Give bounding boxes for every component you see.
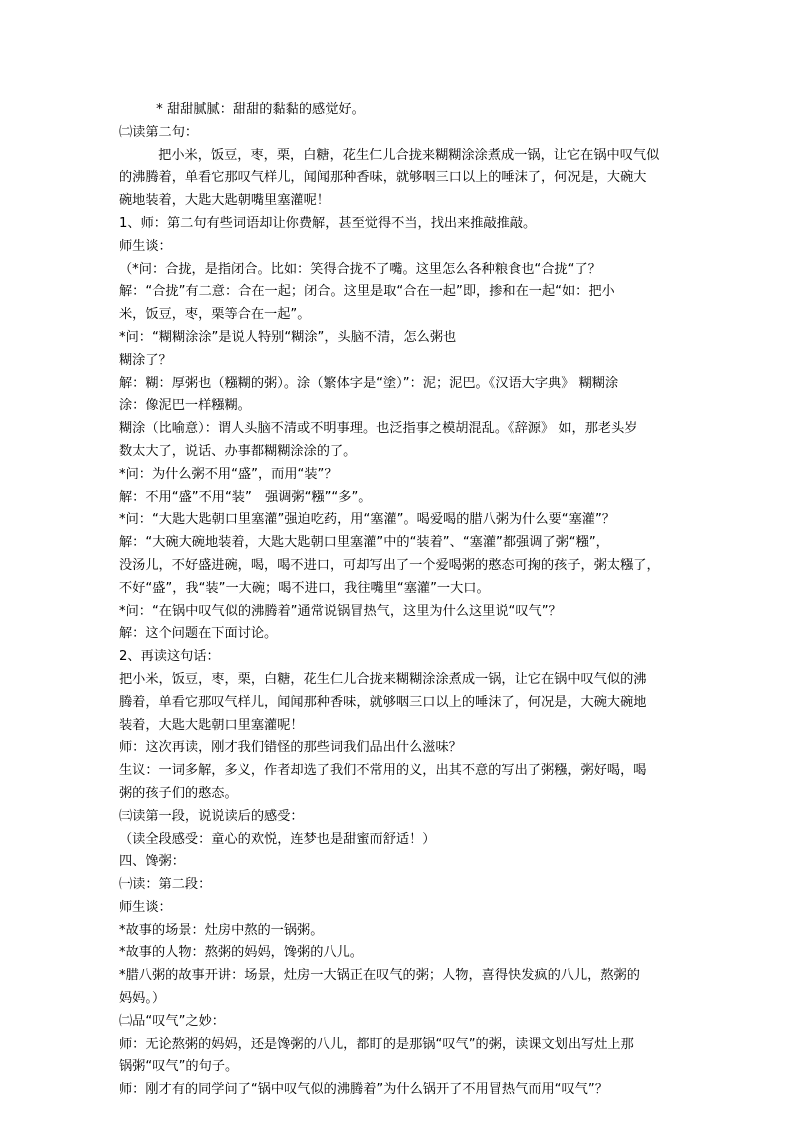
text-line: 米，饭豆，枣，栗等合在一起”。	[119, 307, 311, 323]
text-line: 解：糊：厚粥也（糨糊的粥）。涂（繁体字是“塗）”：泥；泥巴。《汉语大字典》 糊糊涂	[119, 375, 619, 391]
text-line: *故事的场景：灶房中熬的一锅粥。	[119, 922, 324, 938]
text-line: 2、再读这句话：	[119, 649, 220, 665]
text-line: * 甜甜腻腻：甜甜的黏黏的感觉好。	[143, 102, 365, 117]
text-line: 解：“合拢”有二意：合在一起；闭合。这里是取“合在一起”即，掺和在一起“如：把小	[119, 284, 615, 300]
text-line: *问：为什么粥不用“盛”，而用“装”？	[119, 466, 338, 482]
text-line: 糊涂（比喻意）：谓人头脑不清或不明事理。也泛指事之模胡混乱。《辞源》 如，那老头岁	[119, 421, 638, 437]
text-line: ㈡品“叹气”之妙：	[119, 1013, 225, 1029]
text-line: *腊八粥的故事开讲：场景，灶房一大锅正在叹气的粥；人物，喜得快发疯的八儿，熬粥的	[119, 968, 640, 984]
text-line: 把小米，饭豆，枣，栗，白糖，花生仁儿合拢来糊糊涂涂煮成一锅，让它在锅中叹气似的沸	[119, 671, 647, 687]
text-line: 数太大了，说话、办事都糊糊涂涂的了。	[119, 443, 357, 459]
text-line: 的沸腾着，单看它那叹气样儿，闻闻那种香味，就够咽三口以上的唾沫了，何况是，大碗大	[119, 170, 647, 186]
text-line: 师：无论熬粥的妈妈，还是馋粥的八儿，都盯的是那锅“叹气”的粥，读课文划出写灶上那	[119, 1036, 634, 1052]
text-line: 碗地装着，大匙大匙朝嘴里塞灌呢！	[119, 193, 330, 209]
text-line: 解：这个问题在下面讨论。	[119, 626, 278, 642]
text-line: ㈡读第二句：	[119, 124, 199, 140]
text-line: 不好“盛”，我“装”一大碗；喝不进口，我往嘴里“塞灌”一大口。	[119, 580, 490, 596]
text-line: *问：“糊糊涂涂”是说人特别“糊涂”，头脑不清，怎么粥也	[119, 329, 457, 345]
text-line: ㈢读第一段，说说读后的感受：	[119, 808, 304, 824]
text-line: 糊涂了？	[119, 352, 172, 368]
text-line: *故事的人物：熬粥的妈妈，馋粥的八儿。	[119, 945, 363, 961]
text-line: 师生谈：	[119, 899, 172, 915]
text-line: 粥的孩子们的憨态。	[119, 785, 238, 801]
text-line: 没汤儿，不好盛进碗，喝，喝不进口，可却写出了一个爱喝粥的憨态可掬的孩子，粥太糨了，	[119, 557, 660, 573]
text-line: （读全段感受：童心的欢悦，连梦也是甜蜜而舒适！）	[119, 831, 436, 847]
text-line: *问：“大匙大匙朝口里塞灌”强迫吃药，用“塞灌”。喝爱喝的腊八粥为什么要“塞灌”？	[119, 512, 615, 528]
text-line: 四、馋粥：	[119, 854, 185, 870]
text-line: 装着，大匙大匙朝口里塞灌呢！	[119, 717, 304, 733]
text-line: 锅粥“叹气”的句子。	[119, 1059, 239, 1075]
text-line: 生议：一词多解，多义，作者却选了我们不常用的义，出其不意的写出了粥糨，粥好喝，喝	[119, 763, 647, 779]
text-line: 解：“大碗大碗地装着，大匙大匙朝口里塞灌”中的“装着”、“塞灌”都强调了粥“糨”，	[119, 535, 609, 551]
text-line: 把小米，饭豆，枣，栗，白糖，花生仁儿合拢来糊糊涂涂煮成一锅，让它在锅中叹气似	[145, 147, 660, 163]
text-line: 师生谈：	[119, 238, 172, 254]
text-line: 腾着，单看它那叹气样儿，闻闻那种香味，就够咽三口以上的唾沫了，何况是，大碗大碗地	[119, 694, 647, 710]
text-line: （*问：合拢，是指闭合。比如：笑得合拢不了嘴。这里怎么各种粮食也“合拢“了？	[119, 261, 601, 277]
document-body	[119, 99, 679, 1102]
text-line: 解：不用“盛”不用“装” 强调粥“糨”“多”。	[119, 489, 372, 505]
text-line: 1、师：第二句有些词语却让你费解，甚至觉得不当，找出来推敲推敲。	[119, 215, 537, 231]
text-line: 师：这次再读，刚才我们错怪的那些词我们品出什么滋味？	[119, 740, 462, 756]
text-line: 涂：像泥巴一样糨糊。	[119, 398, 251, 414]
text-line: 妈妈。）	[119, 991, 166, 1007]
text-line: *问：“在锅中叹气似的沸腾着”通常说锅冒热气，这里为什么这里说“叹气”？	[119, 603, 562, 619]
text-line: ㈠读：第二段：	[119, 877, 212, 893]
text-line: 师：刚才有的同学问了“锅中叹气似的沸腾着”为什么锅开了不用冒热气而用“叹气”？	[119, 1082, 608, 1098]
